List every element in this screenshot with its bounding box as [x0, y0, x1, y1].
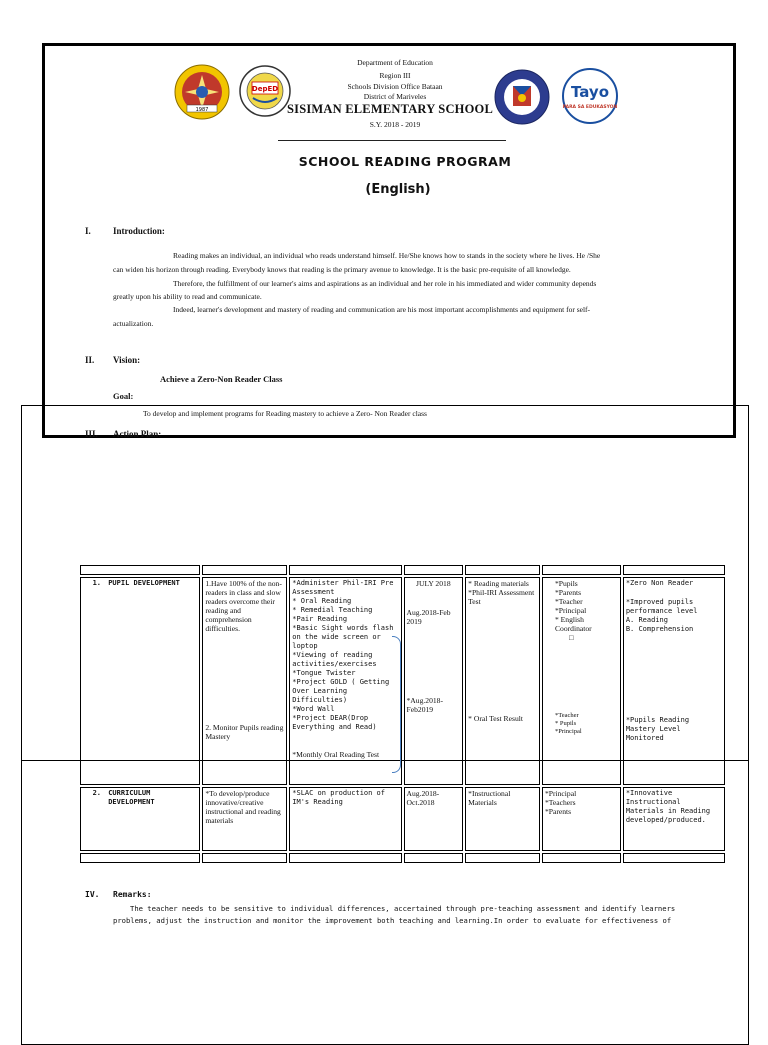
person-item: * English Coordinator — [554, 615, 592, 633]
timeframe-cell — [404, 787, 464, 851]
remarks-line-1: The teacher needs to be sensitive to individual differences, accertained through pre-teaching assessment and identify learners — [130, 904, 676, 913]
intro-paragraph-1b: can widen his horizon through reading. Everybody knows that reading is the primary avenue to knowledge. It is the basic pre-requisite of all knowledge. — [113, 265, 571, 274]
activity-item-extra: *Monthly Oral Reading Test — [292, 750, 380, 759]
edukasyon-text: PARA SA EDUKASYON — [562, 105, 618, 110]
area-cell — [80, 577, 200, 785]
person-item: *Principal — [554, 728, 582, 735]
objectives-cell — [202, 577, 287, 785]
action-plan-table — [78, 563, 727, 865]
area-number: 2. — [92, 789, 101, 797]
area-name: PUPIL DEVELOPMENT — [108, 579, 180, 587]
resources-cell — [465, 787, 540, 851]
person-item: *Teacher — [554, 712, 579, 719]
checkbox-glyph: □ — [568, 633, 574, 642]
activity-item: *Tongue Twister — [292, 669, 356, 677]
section-3-number: III. — [85, 429, 98, 439]
intro-paragraph-3b: actualization. — [113, 319, 154, 328]
section-2-number: II. — [85, 355, 95, 365]
intro-paragraph-3a: Indeed, learner's development and mastery of reading and communication are his most important accomplishments and equipment for self- — [173, 305, 591, 314]
document-subtitle: (English) — [365, 182, 431, 197]
table-cell — [289, 853, 401, 863]
resource-1: * Reading materials — [468, 579, 529, 588]
activity-item: *Administer Phil-IRI Pre Assessment — [292, 579, 394, 596]
header-line-3: Schools Division Office Bataan — [347, 82, 443, 91]
activities-cell — [289, 787, 401, 851]
school-name: SISIMAN ELEMENTARY SCHOOL — [287, 102, 493, 116]
tayo-text: Tayo — [570, 83, 610, 101]
person-item: *Parents — [554, 588, 582, 597]
tayo-para-sa-edukasyon-logo — [561, 67, 619, 125]
activity-item: *Basic Sight words flash on the wide screen or loptop — [292, 624, 394, 650]
table-cell — [289, 565, 401, 575]
school-year: S.Y. 2018 - 2019 — [369, 120, 421, 129]
outcome-cell — [623, 787, 725, 851]
resource-2: *Phil-IRI Assessment Test — [468, 588, 535, 606]
time-2: Aug.2018-Feb 2019 — [406, 608, 451, 626]
table-row — [80, 787, 725, 851]
person-item: *Principal — [554, 606, 587, 615]
table-row — [80, 577, 725, 785]
activity-item: *Project DEAR(Drop Everything and Read) — [292, 714, 377, 731]
table-cell — [202, 565, 287, 575]
person-item: * Pupils — [554, 720, 577, 727]
table-cell — [465, 853, 540, 863]
activity-item: *Viewing of reading activities/exercises — [292, 651, 377, 668]
outcome-4: B. Comprehension — [625, 625, 694, 633]
goal-title: Goal: — [113, 391, 134, 401]
table-cell — [202, 853, 287, 863]
intro-paragraph-2a: Therefore, the fulfillment of our learner's aims and aspirations as an individual and her role in his immediated and wider community depends — [173, 279, 597, 288]
outcome-1: *Innovative Instructional Materials in Reading developed/produced. — [625, 789, 711, 824]
seal-year-text: 1987 — [195, 107, 209, 113]
header-line-4: District of Mariveles — [363, 92, 427, 101]
persons-cell — [542, 577, 621, 785]
province-seal-logo — [173, 63, 231, 121]
outcome-5: *Pupils Reading Mastery Level Monitored — [625, 716, 690, 742]
table-cell — [623, 565, 725, 575]
table-cell — [542, 565, 621, 575]
objective-1: 1.Have 100% of the non-readers in class and slow readers overcome their reading and comprehension difficulties. — [205, 579, 282, 633]
section-1-number: I. — [85, 226, 91, 236]
remarks-line-2: problems, adjust the instruction and monitor the improvement both teaching and learning.In order to evaluate for effectiveness of — [113, 916, 672, 925]
resource-1: *Instructional Materials — [468, 789, 511, 807]
objective-1: *To develop/produce innovative/creative instructional and reading materials — [205, 789, 281, 825]
goal-statement: To develop and implement programs for Reading mastery to achieve a Zero- Non Reader class — [143, 409, 427, 418]
activities-cell — [289, 577, 401, 785]
objectives-cell — [202, 787, 287, 851]
table-cell — [404, 565, 464, 575]
header-line-2: Region III — [379, 71, 411, 80]
area-cell — [80, 787, 200, 851]
activity-item: *Project GOLD ( Getting Over Learning Difficulties) — [292, 678, 390, 704]
objective-2: 2. Monitor Pupils reading Mastery — [205, 723, 284, 741]
activity-item: *SLAC on production of IM's Reading — [292, 789, 385, 806]
time-3: *Aug.2018-Feb2019 — [406, 696, 443, 714]
area-name: CURRICULUM DEVELOPMENT — [108, 789, 155, 806]
activity-item: * Remedial Teaching — [292, 606, 373, 614]
person-item: *Teachers — [544, 798, 576, 807]
activity-item: *Word Wall — [292, 705, 335, 713]
activity-item: *Pair Reading — [292, 615, 348, 623]
outcome-2: *Improved pupils performance level — [625, 598, 698, 615]
table-header-row — [80, 565, 725, 575]
table-footer-row — [80, 853, 725, 863]
table-cell — [404, 853, 464, 863]
timeframe-cell — [404, 577, 464, 785]
person-item: *Teacher — [554, 597, 583, 606]
resource-3: * Oral Test Result — [468, 714, 523, 723]
table-cell — [80, 565, 200, 575]
outcome-cell — [623, 577, 725, 785]
outcome-1: *Zero Non Reader — [625, 579, 694, 587]
deped-text: DepED — [251, 85, 279, 93]
section-2-title: Vision: — [113, 355, 141, 365]
person-item: *Pupils — [554, 579, 578, 588]
header-divider — [278, 140, 506, 141]
section-1-title: Introduction: — [113, 226, 165, 236]
time-1: Aug.2018-Oct.2018 — [406, 789, 440, 807]
time-1: JULY 2018 — [416, 579, 451, 588]
resources-cell — [465, 577, 540, 785]
table-cell — [465, 565, 540, 575]
table-cell — [542, 853, 621, 863]
section-3-title: Action Plan: — [113, 429, 162, 439]
section-4-number: IV. — [85, 890, 100, 899]
header-line-1: Department of Education — [357, 58, 433, 67]
section-4-title: Remarks: — [113, 890, 152, 899]
intro-paragraph-2b: greatly upon his ability to read and communicate. — [113, 292, 262, 301]
person-item: *Parents — [544, 807, 572, 816]
activity-item: * Oral Reading — [292, 597, 352, 605]
outcome-3: A. Reading — [625, 616, 668, 624]
person-item: *Principal — [544, 789, 577, 798]
persons-cell — [542, 787, 621, 851]
area-number: 1. — [92, 579, 101, 587]
bracket-mark — [392, 636, 401, 773]
table-cell — [80, 853, 200, 863]
table-cell — [623, 853, 725, 863]
intro-paragraph-1a: Reading makes an individual, an individual who reads understand himself. He/She knows how to stands in the society where he lives. He /She — [173, 251, 601, 260]
document-title: SCHOOL READING PROGRAM — [298, 154, 512, 169]
vision-statement: Achieve a Zero-Non Reader Class — [160, 374, 283, 384]
